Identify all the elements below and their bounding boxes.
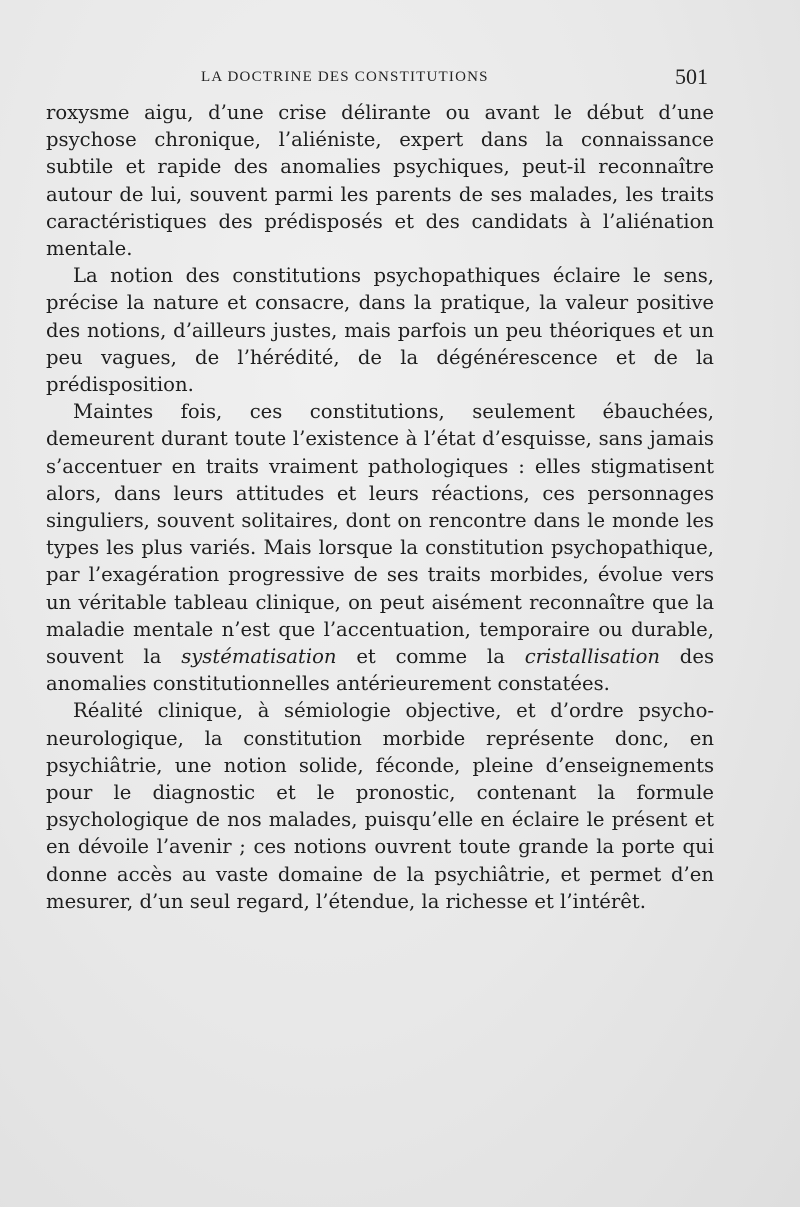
paragraph — [46, 697, 714, 915]
page-number: 501 — [675, 64, 708, 89]
text-segment: La notion des constitutions psychopathiques éclaire le sens, précise la nature et consacre, dans la pratique, la valeur positive des notions, d’ailleurs justes, mais parfois un peu théoriques et un peu vagues, de l’hérédité, de la dégénérescence et de la prédisposition. — [46, 264, 714, 397]
text-segment: des anomalies constitutionnelles antérieurement constatées. — [46, 645, 714, 696]
running-head: LA DOCTRINE DES CONSTITUTIONS — [201, 69, 489, 85]
text-segment: Réalité clinique, à sémiologie objective, et d’ordre psycho-neurologique, la constitution morbide représente donc, en psychiâtrie, une notion solide, féconde, pleine d’enseignements pour le diagnostic et le pronostic, contenant la formule psychologique de nos malades, puisqu’elle en éclaire le présent et en dévoile l’avenir ; ces notions ouvrent toute grande la porte qui donne accès au vaste domaine de la psychiâtrie, et permet d’en mesurer, d’un seul regard, l’étendue, la richesse et l’intérêt. — [46, 699, 714, 913]
text-segment: roxysme aigu, d’une crise délirante ou avant le début d’une psychose chronique, l’aliéniste, expert dans la connaissance subtile et rapide des anomalies psychiques, peut-il reconnaître autour de lui, souvent parmi les parents de ses malades, les traits caractéristiques des prédisposés et des candidats à l’aliénation mentale. — [46, 101, 714, 261]
text-segment: Maintes fois, ces constitutions, seulement ébauchées, demeurent durant toute l’existence à l’état d’esquisse, sans jamais s’accentuer en traits vraiment pathologiques : elles stigmatisent alors, dans leurs attitudes et leurs réactions, ces personnages singuliers, souvent solitaires, dont on rencontre dans le monde les types les plus variés. Mais lorsque la constitution psychopathique, par l’exagération progressive de ses traits morbides, évolue vers un véritable tableau clinique, on peut aisément reconnaître que la maladie mentale n’est que l’accentuation, temporaire ou durable, souvent la — [46, 400, 714, 669]
text-segment: et comme la — [336, 645, 525, 669]
page-header — [46, 66, 710, 90]
paragraph — [46, 398, 714, 697]
body-text — [46, 99, 714, 915]
italic-term: systématisation — [181, 645, 337, 669]
paragraph — [46, 99, 714, 262]
italic-term: cristallisation — [524, 645, 660, 669]
paragraph — [46, 262, 714, 398]
